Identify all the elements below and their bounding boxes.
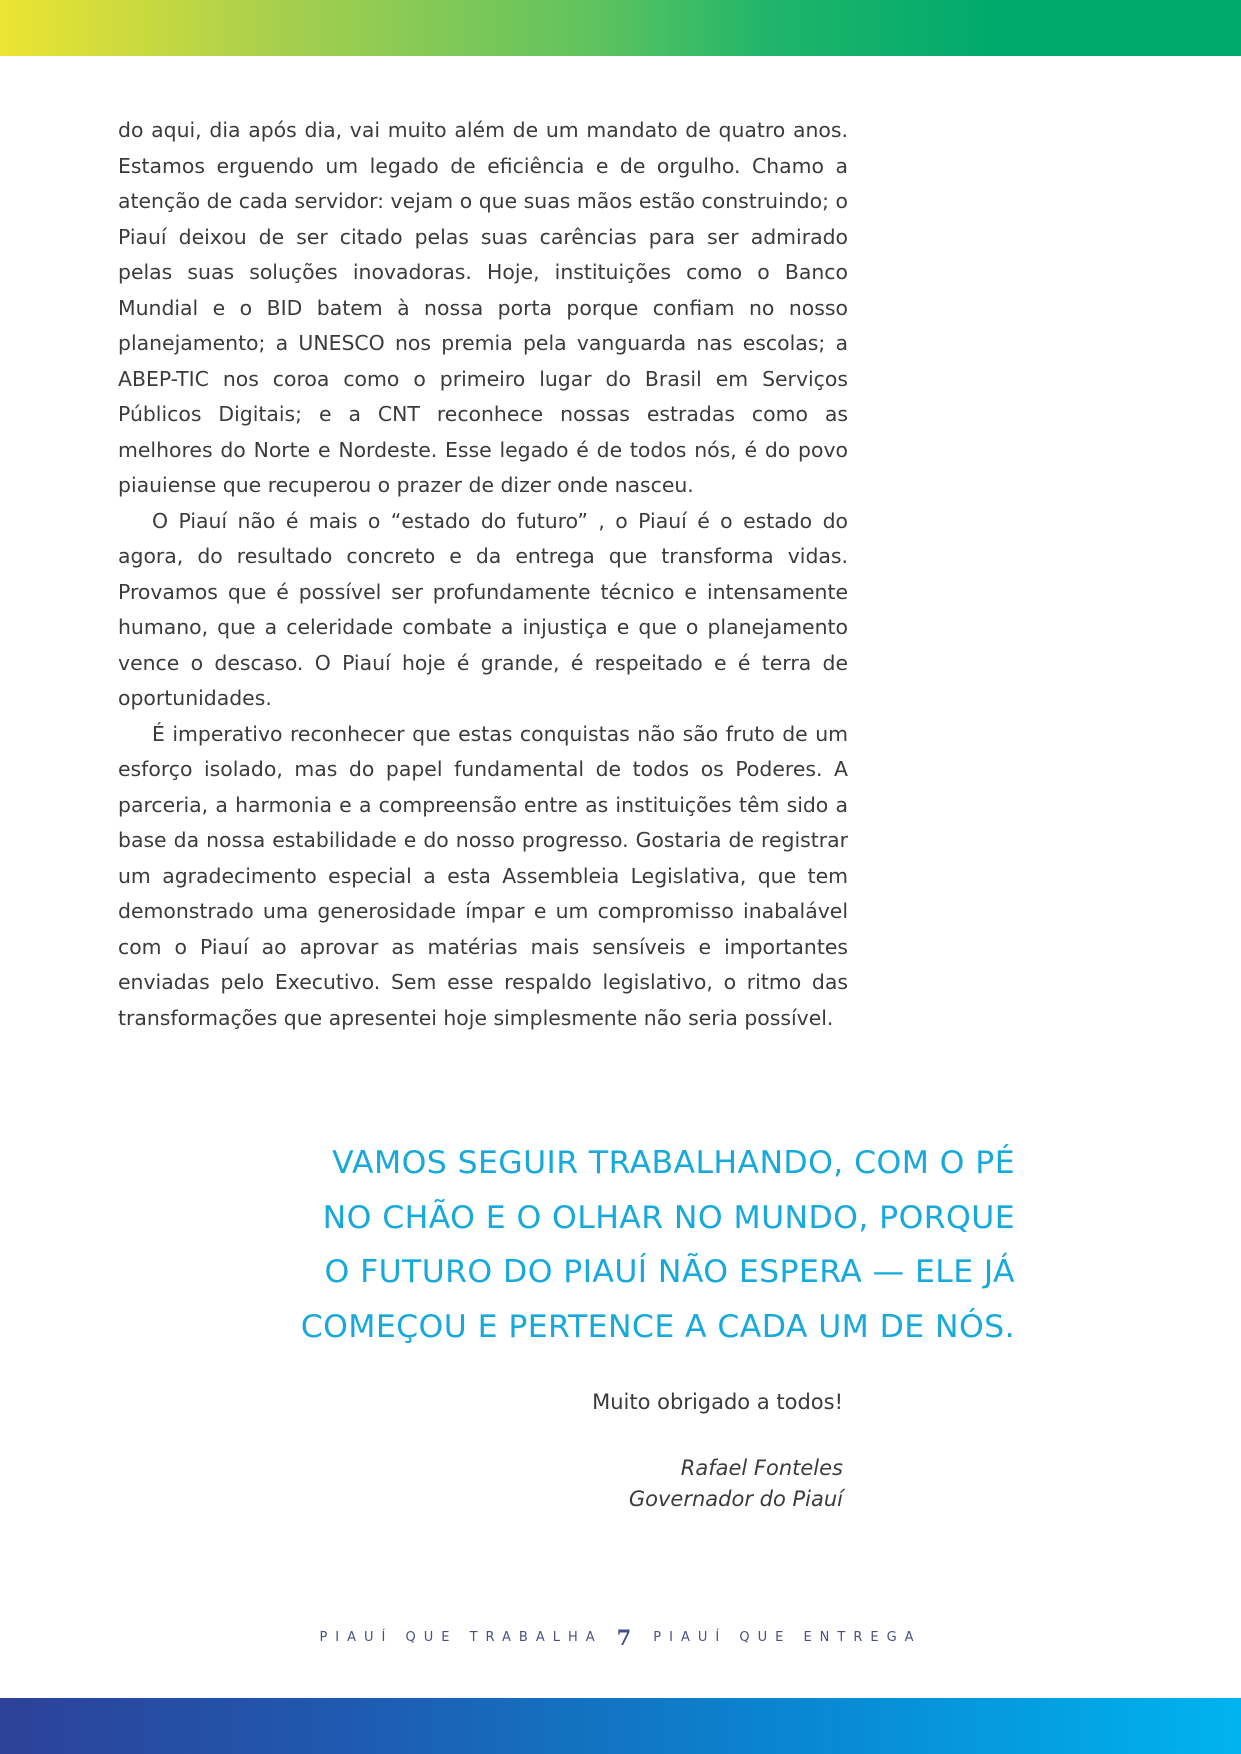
body-paragraph-3: É imperativo reconhecer que estas conquistas não são fruto de um esforço isolado, mas do papel fundamental de todos os Poderes. A parceria, a harmonia e a compreensão entre as instituições têm sido a base da nossa estabilidade e do nosso progresso. Gostaria de registrar um agradecimento especial a esta Assembleia Legislativa, que tem demonstrado uma generosidade ímpar e um compromisso inabalável com o Piauí ao aprovar as matérias mais sensíveis e importantes enviadas pelo Executivo. Sem esse respaldo legislativo, o ritmo das transformações que apresentei hoje simplesmente não seria possível. [118, 721, 848, 1030]
pull-quote [200, 1136, 1015, 1354]
signature-block [460, 1453, 843, 1515]
pull-quote-line: COMEÇOU E PERTENCE A CADA UM DE NÓS. [300, 1308, 1015, 1345]
footer-right-tagline: PIAUÍ QUE ENTREGA [653, 1629, 922, 1645]
pull-quote-line: O FUTURO DO PIAUÍ NÃO ESPERA — ELE JÁ [324, 1254, 1015, 1290]
footer-left-tagline: PIAUÍ QUE TRABALHA [319, 1629, 603, 1645]
body-paragraph-2: O Piauí não é mais o “estado do futuro” , o Piauí é o estado do agora, do resultado concreto e da entrega que transforma vidas. Provamos que é possível ser profundamente técnico e intensamente humano, que a celeridade combate a injustiça e que o planejamento vence o descaso. O Piauí hoje é grande, é respeitado e é terra de oportunidades. [118, 508, 848, 710]
top-gradient-band [0, 0, 1241, 56]
signature-name: Rafael Fonteles [680, 1456, 843, 1480]
signature-title: Governador do Piauí [628, 1487, 843, 1511]
body-text [118, 113, 848, 1036]
page-number: 7 [616, 1624, 632, 1650]
bottom-gradient-band [0, 1698, 1241, 1754]
page-footer [0, 1622, 1241, 1652]
body-paragraph-1: do aqui, dia após dia, vai muito além de um mandato de quatro anos. Estamos erguendo um legado de eficiência e de orgulho. Chamo a atenção de cada servidor: vejam o que suas mãos estão construindo; o Piauí deixou de ser citado pelas suas carências para ser admirado pelas suas soluções inovadoras. Hoje, instituições como o Banco Mundial e o BID batem à nossa porta porque confiam no nosso planejamento; a UNESCO nos premia pela vanguarda nas escolas; a ABEP-TIC nos coroa como o primeiro lugar do Brasil em Serviços Públicos Digitais; e a CNT reconhece nossas estradas como as melhores do Norte e Nordeste. Esse legado é de todos nós, é do povo piauiense que recuperou o prazer de dizer onde nasceu. [118, 118, 848, 497]
closing-thanks: Muito obrigado a todos! [592, 1390, 843, 1414]
pull-quote-line: VAMOS SEGUIR TRABALHANDO, COM O PÉ [332, 1145, 1015, 1181]
pull-quote-line: NO CHÃO E O OLHAR NO MUNDO, PORQUE [322, 1199, 1015, 1236]
